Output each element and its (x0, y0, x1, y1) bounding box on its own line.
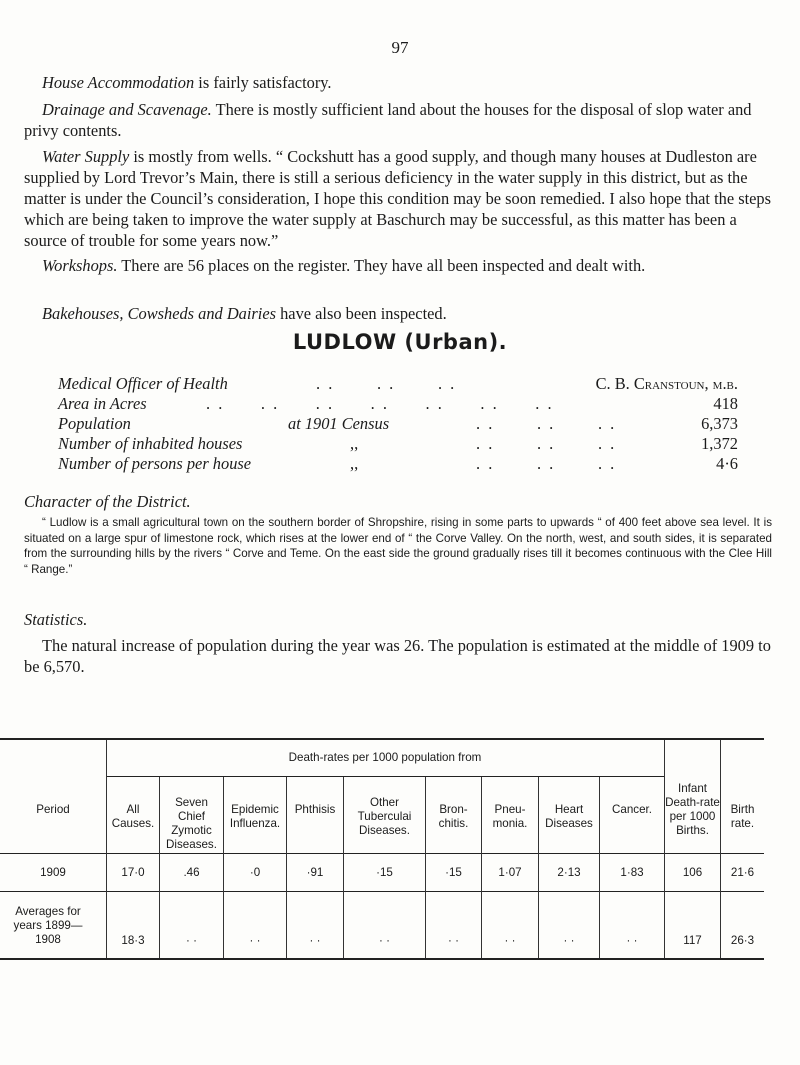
col-header: Phthisis (294, 803, 336, 816)
drainage-text: There is mostly sufficient land about the houses for the disposal of slop water and privy contents. (24, 100, 752, 140)
col-header: Cancer. (612, 803, 652, 816)
leader-dots: . . . . . . (476, 434, 617, 453)
leader-dots: . . . . . . (476, 414, 617, 433)
table-cell: 2·13 (557, 866, 581, 879)
table-cell: ·15 (376, 866, 393, 879)
houses-ditto: ,, (350, 434, 359, 453)
page-number: 97 (391, 38, 409, 57)
officer-suffix: m.b. (712, 374, 738, 393)
officer-name: C. B. Cranstoun, (595, 374, 709, 393)
group-header: Death-rates per 1000 population from (288, 751, 482, 764)
officer-label: Medical Officer of Health (58, 374, 228, 393)
table-cell: · · (448, 934, 459, 947)
table-cell: 1·07 (498, 866, 522, 879)
table-cell: 18·3 (121, 934, 145, 947)
col-header: All Causes. (111, 803, 155, 830)
table-cell: ·0 (249, 866, 261, 879)
col-header: Epidemic Influenza. (229, 803, 281, 830)
col-rule (720, 740, 721, 958)
bakehouses-heading: Bakehouses, Cowsheds and Dairies (42, 304, 277, 323)
leader-dots: . . . . . . . . . . . . . . (206, 394, 554, 413)
population-label: Population (58, 414, 131, 433)
character-quote: “ Ludlow is a small agricultural town on the southern border of Shropshire, rising in some parts to upwards “ of 400 feet above sea level. It is situated on a large spur of limestone rock, which rises at the lower end of “ the Corve Valley. On the north, west, and south sides, it is separated from the surrounding hills by the rivers “ Corve and Teme. On the east side the ground gradually rises till it becomes continuous with the Clee Hill “ Range.” (24, 516, 772, 576)
bakehouses-text: have also been inspected. (276, 304, 447, 323)
table-cell: · · (249, 934, 261, 947)
persons-value: 4·6 (716, 454, 738, 473)
house-accommodation-paragraph (24, 72, 772, 93)
water-text: is mostly from wells. “ Cockshutt has a good supply, and though many houses at Dudleston are supplied by Lord Trevor’s Main, there is still a serious deficiency in the water supply in this district, but as the matter is under the Council’s consideration, I hope this condition may be soon remedied. I also hope that the steps which are being taken to improve the water supply at Baschurch may be successful, as this matter has been a source of trouble for some years now.” (24, 147, 771, 250)
area-value: 418 (713, 394, 738, 413)
table-top-rule (0, 738, 764, 740)
houses-value: 1,372 (701, 434, 738, 453)
workshops-paragraph (24, 255, 772, 276)
table-cell: 117 (683, 934, 702, 947)
population-row (58, 414, 738, 434)
table-cell: 26·3 (730, 934, 755, 947)
drainage-heading: Drainage and Scavenage. (42, 100, 212, 119)
persons-row (58, 454, 738, 474)
population-census: at 1901 Census (288, 414, 390, 433)
row-divider (0, 891, 764, 892)
table-cell: · · (504, 934, 516, 947)
water-heading: Water Supply (42, 147, 130, 166)
persons-label: Number of persons per house (58, 454, 252, 473)
row-period: 1909 (40, 866, 66, 879)
table-cell: 106 (682, 866, 703, 879)
statistics-heading: Statistics. (24, 610, 88, 629)
col-header: Bron- chitis. (438, 803, 469, 830)
table-cell: 17·0 (121, 866, 145, 879)
officer-row (58, 374, 738, 394)
character-heading: Character of the District. (24, 492, 191, 511)
water-supply-paragraph (24, 146, 772, 251)
table-cell: 1·83 (620, 866, 644, 879)
table-cell: · · (379, 934, 390, 947)
houses-label: Number of inhabited houses (58, 434, 243, 453)
period-header: Period (36, 803, 70, 816)
house-text: is fairly satisfactory. (194, 73, 332, 92)
leader-dots: . . . . . . (316, 374, 457, 393)
leader-dots: . . . . . . (476, 454, 617, 473)
col-rule (664, 740, 665, 958)
table-cell: · · (309, 934, 321, 947)
col-header: Heart Diseases (545, 803, 593, 830)
section-title: LUDLOW (Urban). (292, 330, 508, 354)
table-bottom-rule (0, 958, 764, 960)
house-heading: House Accommodation (42, 73, 195, 92)
col-header: Pneu- monia. (492, 803, 528, 830)
table-cell: · · (563, 934, 575, 947)
table-cell: 21·6 (730, 866, 755, 879)
drainage-paragraph (24, 99, 772, 141)
houses-row (58, 434, 738, 454)
group-header-rule (106, 776, 664, 777)
col-header: Seven Chief Zymotic Diseases. (166, 796, 217, 851)
birth-header: Birth rate. (730, 803, 755, 830)
table-cell: ·15 (445, 866, 462, 879)
area-label: Area in Acres (58, 394, 147, 413)
infant-header: Infant Death-rate per 1000 Births. (665, 782, 720, 837)
statistics-paragraph: The natural increase of population during the year was 26. The population is estimated at the middle of 1909 to be 6,570. (24, 636, 771, 676)
persons-ditto: ,, (350, 454, 359, 473)
bakehouses-paragraph (24, 303, 772, 324)
area-row (58, 394, 738, 414)
header-bottom-rule (0, 853, 764, 854)
workshops-text: There are 56 places on the register. They have all been inspected and dealt with. (117, 256, 646, 275)
table-cell: · · (626, 934, 638, 947)
workshops-heading: Workshops. (42, 256, 118, 275)
population-value: 6,373 (701, 414, 738, 433)
row-period: Averages for years 1899—1908 (13, 905, 83, 946)
death-rate-table (0, 738, 764, 960)
col-rule (106, 740, 107, 958)
col-header: Other Tuberculai Diseases. (357, 796, 412, 837)
table-cell: ·91 (306, 866, 324, 879)
table-cell: · · (186, 934, 197, 947)
officer-value (596, 374, 738, 394)
table-cell: .46 (183, 866, 200, 879)
